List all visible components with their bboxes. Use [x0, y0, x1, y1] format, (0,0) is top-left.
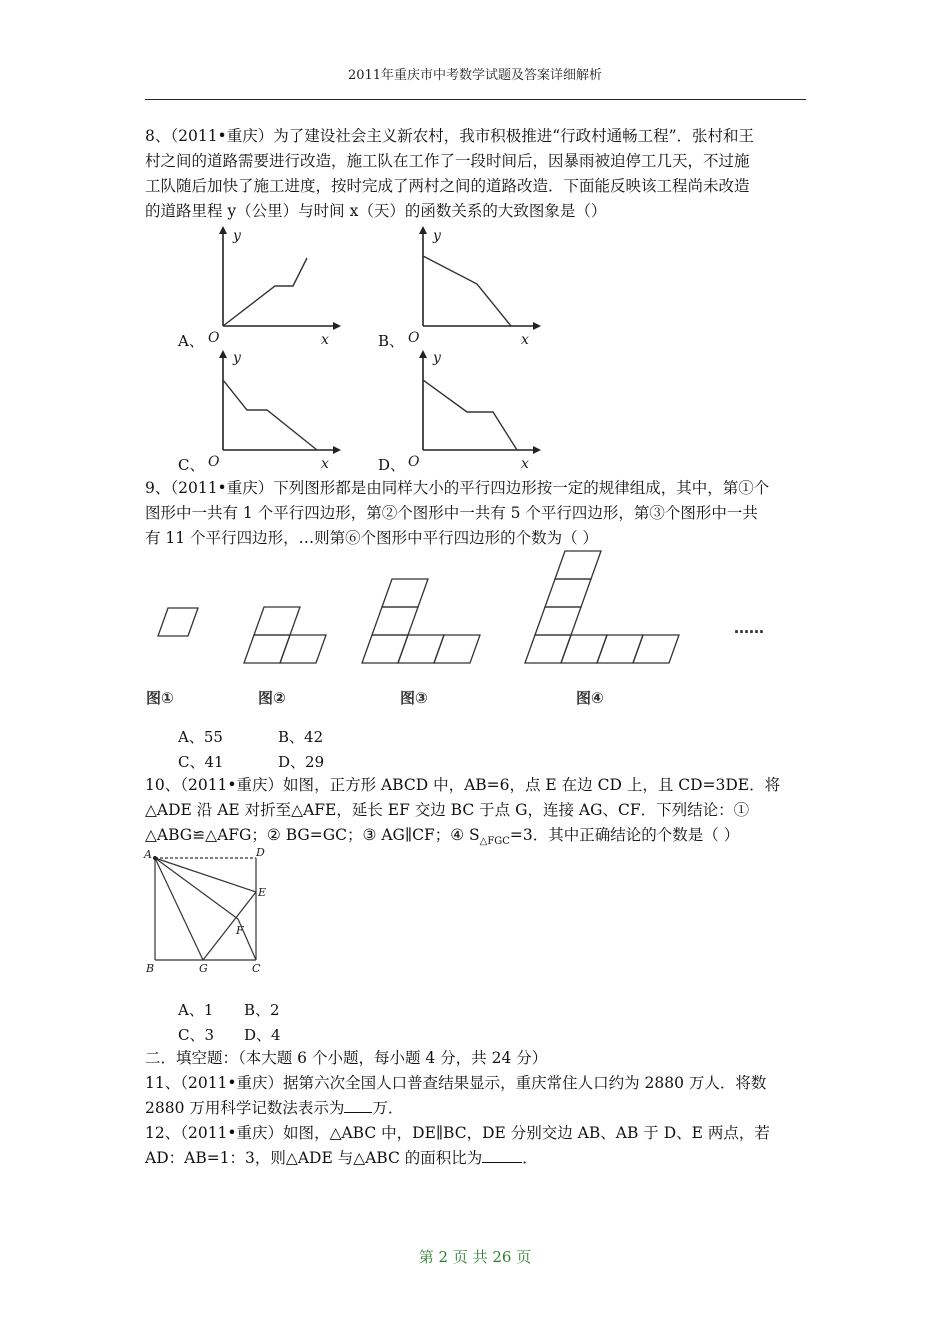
point-c-label: C [252, 962, 261, 975]
q8b-x-label: x [521, 332, 529, 348]
q9-line-3: 有 11 个平行四边形，…则第⑥个图形中平行四边形的个数为（ ） [145, 529, 599, 547]
q12-answer-blank[interactable] [482, 1146, 522, 1163]
q12-line-2: AD：AB=1：3，则△ADE 与△ABC 的面积比为 ． [145, 1146, 538, 1171]
q8-option-c: C、 [178, 456, 205, 474]
q9-option-d: D、29 [278, 753, 325, 771]
q8-graph-b [405, 226, 545, 351]
q11-line-2: 2880 万用科学记数法表示为 万． [145, 1096, 403, 1121]
q12-line-1: 12、（2011•重庆）如图，△ABC 中，DE∥BC，DE 分别交边 AB、AB 于 D、E 两点，若 [145, 1124, 770, 1142]
q8-option-d: D、 [378, 456, 406, 474]
caption-fig3: 图③ [400, 689, 428, 707]
fig3-shape [362, 579, 480, 663]
q8-option-a: A、 [178, 332, 204, 350]
page-header: 2011年重庆市中考数学试题及答案详细解析 [347, 68, 603, 83]
q8-graph-d [405, 348, 545, 473]
q8-line-4: 的道路里程 y（公里）与时间 x（天）的函数关系的大致图象是（） [145, 202, 607, 220]
q10-line-2: △ADE 沿 AE 对折至△AFE，延长 EF 交边 BC 于点 G，连接 AG、CF．下列结论：① [145, 801, 750, 819]
q9-figure [140, 545, 780, 715]
fig1-cell [158, 608, 198, 636]
page-footer: 第 2 页 共 26 页 [418, 1248, 532, 1266]
point-e-label: E [258, 886, 267, 899]
q8d-x-label: x [521, 456, 529, 472]
point-g-label: G [199, 962, 208, 975]
fig2-shape [244, 607, 326, 663]
q8-option-b: B、 [378, 332, 405, 350]
q8a-y-label: y [233, 228, 241, 244]
section-2-title: 二．填空题：（本大题 6 个小题，每小题 4 分，共 24 分） [145, 1049, 548, 1067]
q10-line-3: △ABG≌△AFG；② BG=GC；③ AG∥CF；④ $S_{\triangle FGC}=3$．其中正确结论的个数是（ ） [145, 826, 740, 848]
q8-graph-c [205, 348, 345, 473]
caption-fig4: 图④ [576, 689, 604, 707]
point-d-label: D [256, 846, 265, 859]
header-rule [145, 99, 806, 100]
q8b-y-label: y [433, 228, 441, 244]
q10-square-figure [140, 846, 275, 976]
q8-graph-a [205, 226, 345, 351]
q10-line-1: 10、（2011•重庆）如图，正方形 ABCD 中，AB=6，点 E 在边 CD 上，且 CD=3DE．将 [145, 776, 781, 794]
q9-option-c: C、41 [178, 753, 224, 771]
q8b-origin-label: O [408, 330, 420, 346]
q11-answer-blank[interactable] [344, 1096, 372, 1113]
q10-option-c: C、3 [178, 1026, 215, 1044]
q8-line-1: 8、（2011•重庆）为了建设社会主义新农村，我市积极推进“行政村通畅工程”．张村和王 [145, 127, 755, 145]
q8-line-2: 村之间的道路需要进行改造，施工队在工作了一段时间后，因暴雨被迫停工几天，不过施 [145, 152, 750, 170]
q10-option-d: D、4 [244, 1026, 281, 1044]
q8d-origin-label: O [408, 454, 420, 470]
point-b-label: B [146, 962, 155, 975]
q10-option-b: B、2 [244, 1001, 280, 1019]
q8d-y-label: y [433, 350, 441, 366]
fig4-shape [525, 551, 679, 663]
q9-option-b: B、42 [278, 728, 324, 746]
q9-line-1: 9、（2011•重庆）下列图形都是由同样大小的平行四边形按一定的规律组成，其中，第①个 [145, 479, 770, 497]
q8c-y-label: y [233, 350, 241, 366]
point-a-label: A [144, 848, 152, 861]
point-f-label: F [236, 924, 244, 937]
q8c-x-label: x [321, 456, 329, 472]
sequence-ellipsis: …… [734, 619, 764, 637]
q9-line-2: 图形中一共有 1 个平行四边形，第②个图形中一共有 5 个平行四边形，第③个图形中一共 [145, 504, 758, 522]
q8-line-3: 工队随后加快了施工进度，按时完成了两村之间的道路改造．下面能反映该工程尚未改造 [145, 177, 750, 195]
q8a-origin-label: O [208, 330, 220, 346]
q8c-origin-label: O [208, 454, 220, 470]
q11-line-1: 11、（2011•重庆）据第六次全国人口普查结果显示，重庆常住人口约为 2880 万人．将数 [145, 1074, 767, 1092]
q8a-x-label: x [321, 332, 329, 348]
caption-fig1: 图① [146, 689, 174, 707]
q9-option-a: A、55 [178, 728, 223, 746]
caption-fig2: 图② [258, 689, 286, 707]
q10-option-a: A、1 [178, 1001, 214, 1019]
